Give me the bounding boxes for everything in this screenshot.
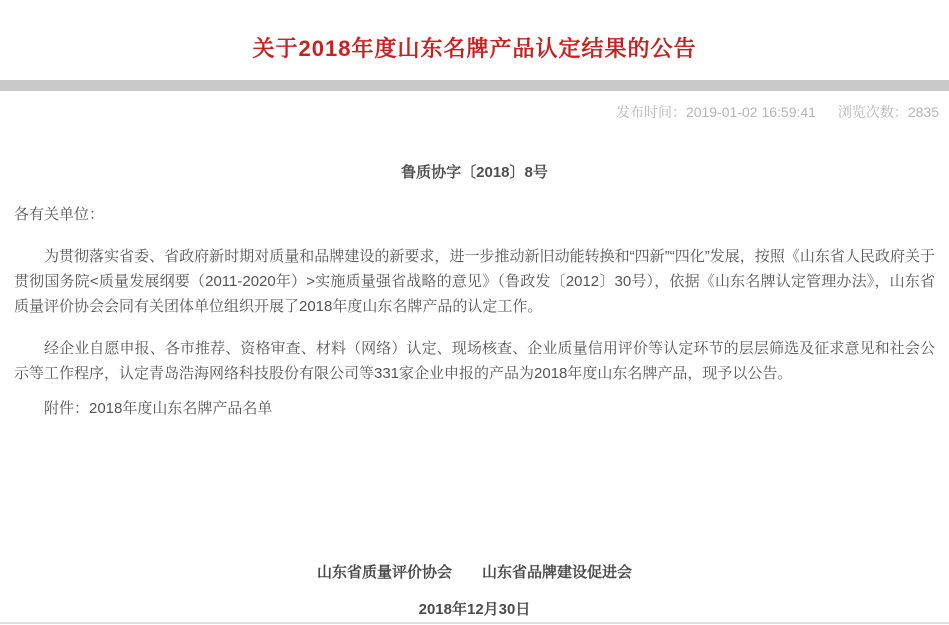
view-count-label: 浏览次数：: [837, 104, 908, 120]
publish-time: [616, 104, 816, 120]
publish-time-value: 2019-01-02 16:59:41: [685, 104, 816, 120]
page-title: 关于2018年度山东名牌产品认定结果的公告: [252, 36, 697, 61]
salutation: 各有关单位：: [14, 206, 105, 223]
signer-second: 山东省品牌建设促进会: [482, 564, 633, 581]
body-paragraph-1: 为贯彻落实省委、省政府新时期对质量和品牌建设的新要求，进一步推动新旧动能转换和“四新”“四化”发展，按照《山东省人民政府关于贯彻国务院<质量发展纲要（2011-2020年）>实施质量强省战略的意见》（鲁政发〔2012〕30号），依据《山东名牌认定管理办法》，山东省质量评价协会会同有关团体单位组织开展了2018年度山东名牌产品的认定工作。: [14, 248, 935, 315]
signature-row: [0, 563, 949, 583]
document-date: 2018年12月30日: [418, 601, 531, 618]
bottom-rule: [0, 622, 949, 624]
view-count-value: 2835: [907, 104, 939, 120]
body-paragraph-2: 经企业自愿申报、各市推荐、资格审查、材料（网络）认定、现场核查、企业质量信用评价等认定环节的层层筛选及征求意见和社会公示等工作程序，认定青岛浩海网络科技股份有限公司等331家企业申报的产品为2018年度山东名牌产品，现予以公告。: [14, 340, 935, 382]
signer-first: 山东省质量评价协会: [316, 564, 452, 581]
document-number: 鲁质协字〔2018〕8号: [401, 164, 548, 181]
article-meta: [0, 104, 949, 120]
attachment-line: 附件：2018年度山东名牌产品名单: [44, 400, 273, 417]
title-divider: [0, 80, 949, 91]
view-count: [838, 104, 939, 120]
publish-time-label: 发布时间：: [615, 104, 686, 120]
